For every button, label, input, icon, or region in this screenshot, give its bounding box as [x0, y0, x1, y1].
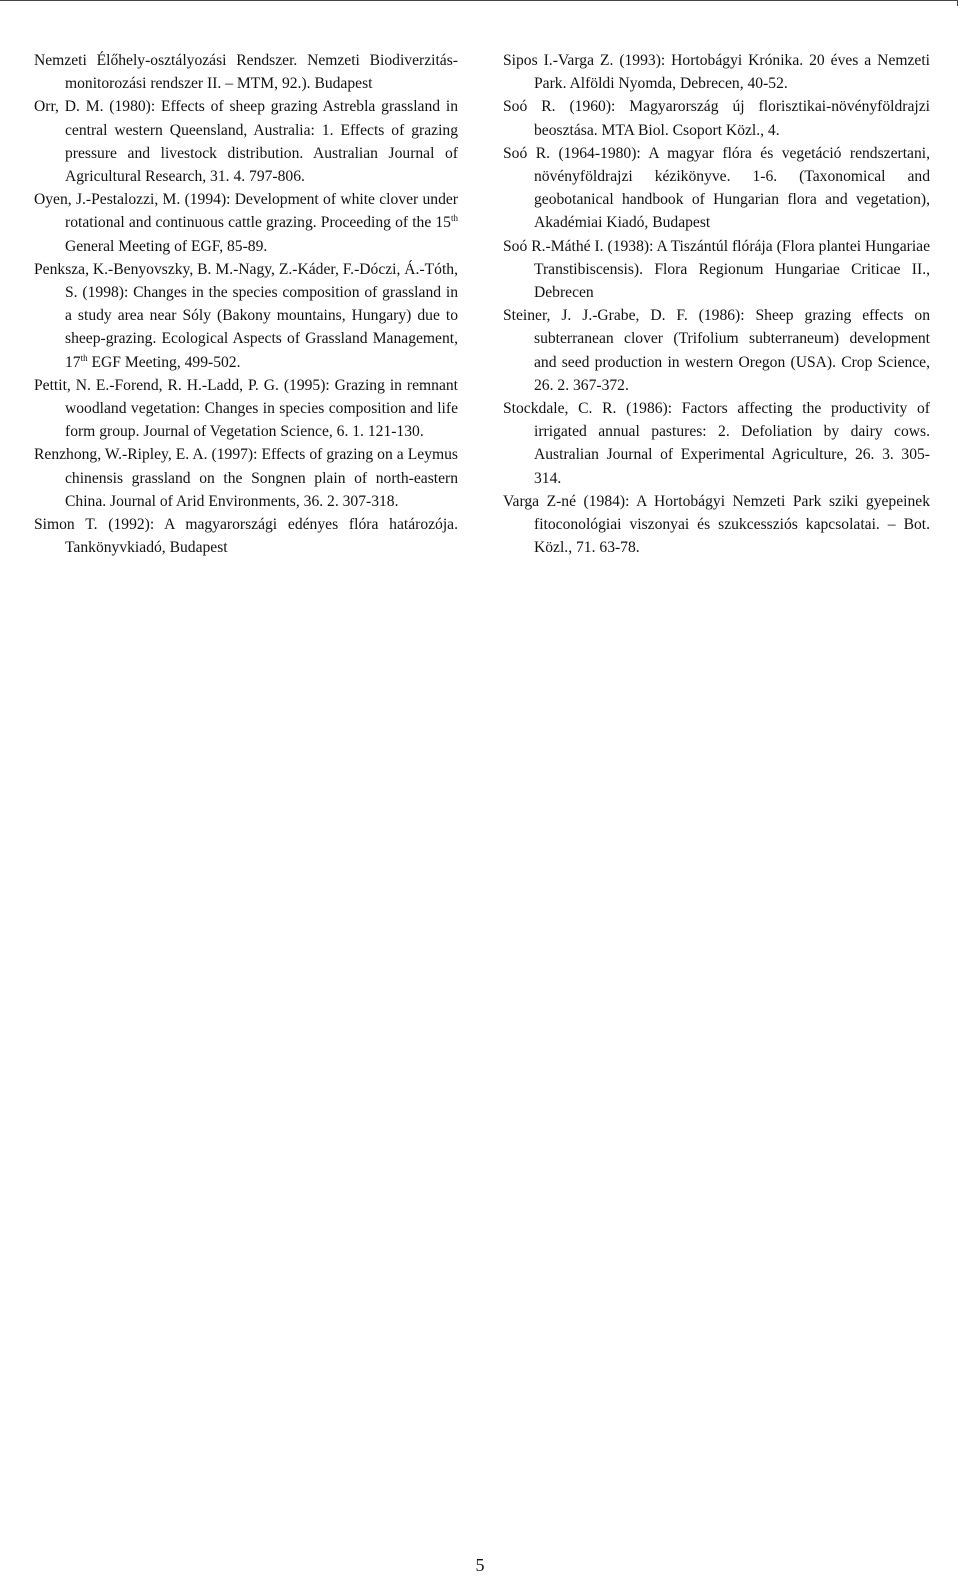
reference-text: Nemzeti Élőhely-osztályozási Rendszer. Nemzeti Biodiverzitás-monitorozási rendszer II. – MTM, 92.). Budapest [34, 52, 458, 93]
reference-entry [503, 304, 930, 397]
reference-entry [503, 490, 930, 560]
reference-entry [503, 49, 930, 95]
reference-text: Soó R. (1964-1980): A magyar flóra és vegetáció rendszertani, növényföldrajzi kézikönyve. 1-6. (Taxonomical and geobotanical handbook of Hungarian flora and vegetation), Akadémiai Kiadó, Budapest [503, 144, 930, 232]
references-right-column [503, 49, 930, 559]
reference-text: Soó R. (1960): Magyarország új florisztikai-növényföldrajzi beosztása. MTA Biol. Csoport Közl., 4. [503, 98, 930, 139]
page-number: 5 [475, 1555, 485, 1575]
ordinal-superscript: th [80, 352, 88, 363]
reference-entry [34, 188, 458, 258]
reference-entry [34, 258, 458, 374]
reference-entry [34, 513, 458, 559]
reference-text: Pettit, N. E.-Forend, R. H.-Ladd, P. G. (1995): Grazing in remnant woodland vegetation: Changes in species composition and life form group. Journal of Vegetation Science, 6. 1. 121-130. [34, 376, 458, 441]
reference-text: Penksza, K.-Benyovszky, B. M.-Nagy, Z.-Káder, F.-Dóczi, Á.-Tóth, S. (1998): Changes in the species composition of grassland in a study area near Sóly (Bakony mountains, Hungary) due to sheep-grazing. Ecological Aspects of Grassland Management, 17 [34, 260, 458, 371]
reference-entry [34, 95, 458, 188]
reference-text-continued: EGF Meeting, 499-502. [87, 353, 241, 371]
reference-entry [503, 397, 930, 490]
reference-entry [503, 235, 930, 305]
ordinal-superscript: th [450, 213, 458, 224]
reference-text: Sipos I.-Varga Z. (1993): Hortobágyi Krónika. 20 éves a Nemzeti Park. Alföldi Nyomda, Debrecen, 40-52. [503, 52, 930, 93]
reference-text: Renzhong, W.-Ripley, E. A. (1997): Effects of grazing on a Leymus chinensis grassland on the Songnen plain of north-eastern China. Journal of Arid Environments, 36. 2. 307-318. [34, 446, 458, 510]
reference-text: Oyen, J.-Pestalozzi, M. (1994): Development of white clover under rotational and continuous cattle grazing. Proceeding of the 15 [34, 191, 458, 232]
reference-text: Varga Z-né (1984): A Hortobágyi Nemzeti Park sziki gyepeinek fitoconológiai viszonyai és szukcessziós kapcsolatai. – Bot. Közl., 71. 63-78. [503, 492, 930, 557]
reference-text: Stockdale, C. R. (1986): Factors affecting the productivity of irrigated annual pastures: 2. Defoliation by dairy cows. Australian Journal of Experimental Agriculture, 26. 3. 305-314. [503, 400, 930, 487]
reference-text: Soó R.-Máthé I. (1938): A Tiszántúl flórája (Flora plantei Hungariae Transtibiscensis). Flora Regionum Hungariae Criticae II., Debrecen [503, 237, 930, 302]
page-corner-mark [957, 0, 958, 6]
reference-text: Steiner, J. J.-Grabe, D. F. (1986): Sheep grazing effects on subterranean clover (Trifolium subterraneum) development and seed production in western Oregon (USA). Crop Science, 26. 2. 367-372. [503, 307, 930, 394]
references-left-column [34, 49, 458, 559]
page-top-border [0, 0, 958, 1]
reference-entry [34, 374, 458, 444]
reference-text: Simon T. (1992): A magyarországi edényes flóra határozója. Tankönyvkiadó, Budapest [34, 516, 458, 557]
reference-entry [503, 95, 930, 141]
reference-text-continued: General Meeting of EGF, 85-89. [65, 237, 268, 255]
reference-text: Orr, D. M. (1980): Effects of sheep grazing Astrebla grassland in central western Queensland, Australia: 1. Effects of grazing pressure and livestock distribution. Australian Journal of Agricultural Research, 31. 4. 797-806. [34, 98, 458, 186]
reference-entry [34, 49, 458, 95]
reference-entry [503, 142, 930, 235]
reference-entry [34, 443, 458, 513]
